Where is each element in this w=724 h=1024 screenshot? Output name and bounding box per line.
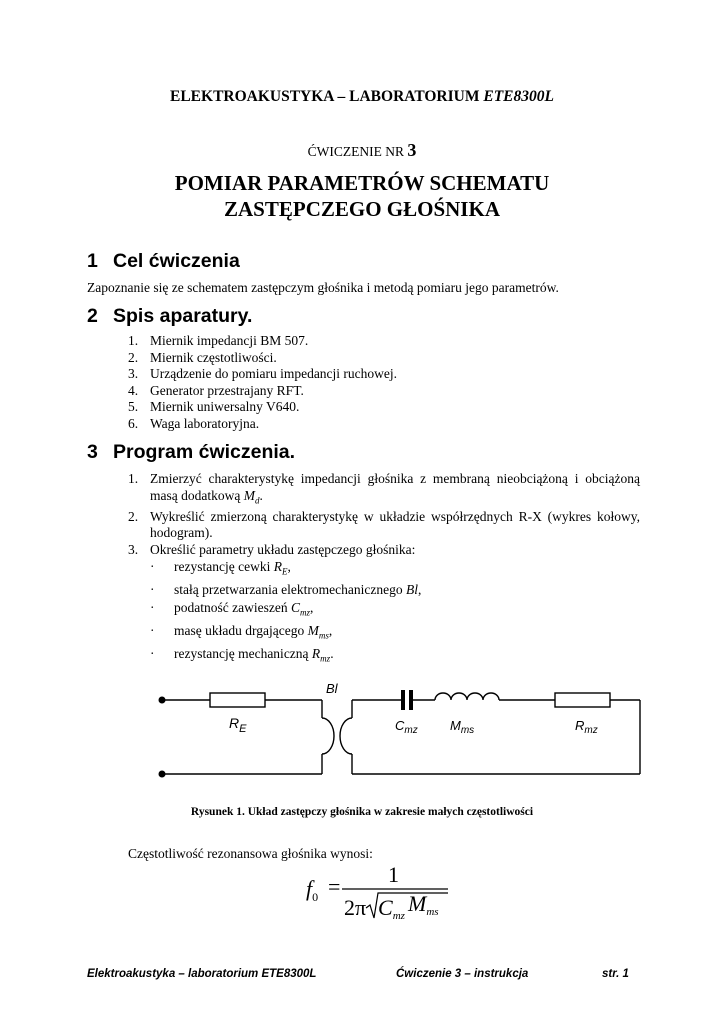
list-item: 5. Miernik uniwersalny V640. — [128, 399, 300, 414]
formula-lhs: $f_0$ — [306, 876, 319, 904]
course-header: ELEKTROAKUSTYKA – LABORATORIUM ETE8300L — [170, 88, 554, 105]
formula-m: Mms — [408, 891, 439, 918]
course-code: ETE8300L — [483, 88, 554, 105]
footer-page-number: str. 1 — [602, 968, 629, 980]
list-item: 2. Miernik częstotliwości. — [128, 349, 277, 365]
footer-center: Ćwiczenie 3 – instrukcja — [396, 968, 529, 980]
label-bl: Bl — [326, 681, 338, 696]
inductor-mms — [435, 693, 499, 700]
list-item: 6. Waga laboratoryjna. — [128, 415, 260, 431]
resonance-formula — [296, 860, 456, 924]
terminal-bottom — [159, 771, 166, 778]
transformer-secondary — [340, 718, 352, 754]
section-1-text: Zapoznanie się ze schematem zastępczym głośnika i metodą pomiaru jego parametrów. — [87, 280, 559, 295]
section-2-heading: 2 Spis aparatury. — [87, 305, 253, 327]
equipment-list — [128, 333, 397, 432]
parameter-item: · rezystancję cewki $R_E$, — [150, 559, 291, 577]
formula-c: Cmz — [378, 895, 405, 922]
formula-intro: Częstotliwość rezonansowa głośnika wynosi: — [128, 846, 373, 861]
list-item: 3. Urządzenie do pomiaru impedancji ruchowej. — [128, 366, 398, 381]
list-item: 1. Zmierzyć charakterystykę impedancji głośnika z membraną nieobciążoną i obciążoną masą dodatkową $M_d$. — [128, 471, 640, 506]
formula-two-pi: 2π — [344, 895, 367, 920]
transformer-primary — [322, 718, 334, 754]
list-item: 3. Określić parametry układu zastępczego głośnika: · rezystancję cewki $R_E$, · stałą przetwarzania elektromechanicznego Bl, · podatność zawieszeń $C_{mz}$, · masę układu drgającego $M_{ms}$, · rezystancję mechaniczną $R_{mz}$. — [128, 542, 640, 669]
parameter-item: · masę układu drgającego $M_{ms}$, — [150, 623, 333, 641]
label-rmz: $R_{mz}$ — [575, 718, 598, 736]
resistor-re — [210, 693, 265, 707]
figure-caption: Rysunek 1. Układ zastępczy głośnika w zakresie małych częstotliwości — [190, 806, 534, 818]
formula-equals: = — [328, 874, 341, 899]
resistor-rmz — [555, 693, 610, 707]
list-item: 2. Wykreślić zmierzoną charakterystykę w układzie współrzędnych R-X (wykres kołowy, hodogram). — [128, 508, 640, 541]
parameter-item: · rezystancję mechaniczną $R_{mz}$. — [150, 646, 334, 664]
exercise-number: ĆWICZENIE NR 3 — [307, 140, 417, 160]
section-3-heading: 3 Program ćwiczenia. — [87, 441, 296, 463]
section-1-heading: 1 Cel ćwiczenia — [87, 250, 240, 272]
label-cmz: $C_{mz}$ — [395, 718, 418, 736]
label-mms: $M_{ms}$ — [450, 718, 475, 736]
list-item: 4. Generator przestrajany RFT. — [128, 382, 304, 398]
document-title: POMIAR PARAMETRÓW SCHEMATU ZASTĘPCZEGO GŁOŚNIKA — [174, 171, 550, 221]
terminal-top — [159, 697, 166, 704]
parameter-item: · stałą przetwarzania elektromechanicznego Bl, — [150, 582, 422, 598]
list-item: 1. Miernik impedancji BM 507. — [128, 333, 309, 348]
capacitor-cmz — [401, 690, 405, 710]
formula-numerator: 1 — [388, 862, 399, 887]
parameters-list — [128, 558, 640, 668]
equivalent-circuit-diagram — [0, 670, 724, 790]
parameter-item: · podatność zawieszeń $C_{mz}$, — [150, 599, 314, 618]
label-re: $R_E$ — [229, 715, 247, 735]
program-list — [128, 471, 640, 668]
footer-left: Elektroakustyka – laboratorium ETE8300L — [87, 968, 317, 980]
